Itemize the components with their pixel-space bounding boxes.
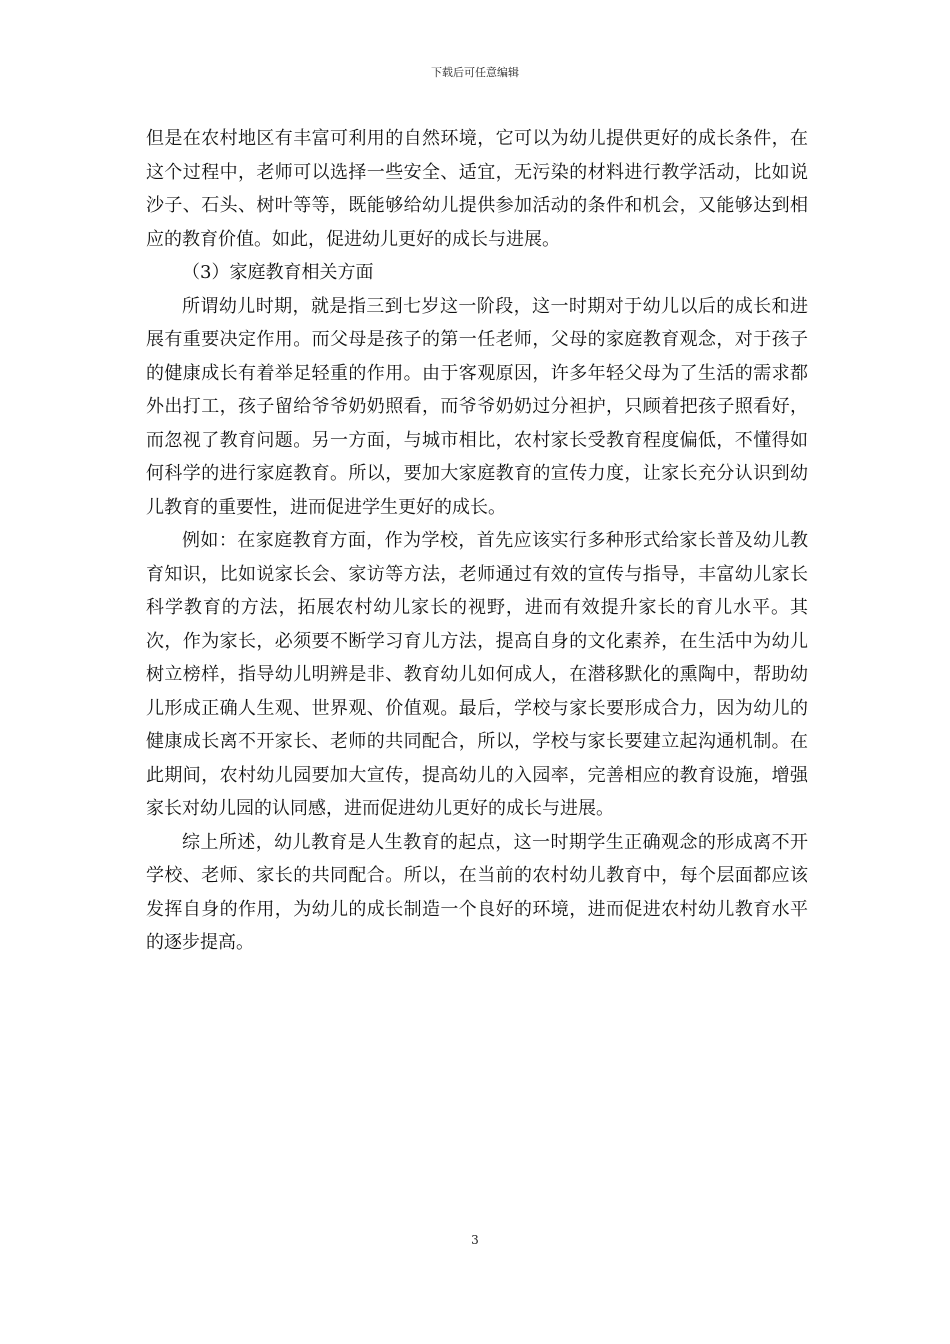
section-heading-family-education: （3）家庭教育相关方面 bbox=[182, 262, 374, 283]
paragraph-conclusion: 综上所述，幼儿教育是人生教育的起点，这一时期学生正确观念的形成离不开学校、老师、家长的共同配合。所以，在当前的农村幼儿教育中，每个层面都应该发挥自身的作用，为幼儿的成长制造一个良好的环境，进而促进农村幼儿教育水平的逐步提高。 bbox=[146, 831, 808, 953]
paragraph-natural-environment: 但是在农村地区有丰富可利用的自然环境，它可以为幼儿提供更好的成长条件，在这个过程中，老师可以选择一些安全、适宜，无污染的材料进行教学活动，比如说沙子、石头、树叶等等，既能够给幼儿提供参加活动的条件和机会，又能够达到相应的教育价值。如此，促进幼儿更好的成长与进展。 bbox=[146, 128, 808, 250]
document-body bbox=[146, 122, 808, 960]
page-header: 下载后可任意编辑 bbox=[431, 66, 519, 79]
paragraph-example-family-education: 例如：在家庭教育方面，作为学校，首先应该实行多种形式给家长普及幼儿教育知识，比如说家长会、家访等方法，老师通过有效的宣传与指导，丰富幼儿家长科学教育的方法，拓展农村幼儿家长的视野，进而有效提升家长的育儿水平。其次，作为家长，必须要不断学习育儿方法，提高自身的文化素养，在生活中为幼儿树立榜样，指导幼儿明辨是非、教育幼儿如何成人，在潜移默化的熏陶中，帮助幼儿形成正确人生观、世界观、价值观。最后，学校与家长要形成合力，因为幼儿的健康成长离不开家长、老师的共同配合，所以，学校与家长要建立起沟通机制。在此期间，农村幼儿园要加大宣传，提高幼儿的入园率，完善相应的教育设施，增强家长对幼儿园的认同感，进而促进幼儿更好的成长与进展。 bbox=[146, 530, 808, 819]
paragraph-early-childhood-period: 所谓幼儿时期，就是指三到七岁这一阶段，这一时期对于幼儿以后的成长和进展有重要决定作用。而父母是孩子的第一任老师，父母的家庭教育观念，对于孩子的健康成长有着举足轻重的作用。由于客观原因，许多年轻父母为了生活的需求都外出打工，孩子留给爷爷奶奶照看，而爷爷奶奶过分袒护，只顾着把孩子照看好，而忽视了教育问题。另一方面，与城市相比，农村家长受教育程度偏低，不懂得如何科学的进行家庭教育。所以，要加大家庭教育的宣传力度，让家长充分认识到幼儿教育的重要性，进而促进学生更好的成长。 bbox=[146, 295, 808, 518]
page-number: 3 bbox=[471, 1233, 479, 1247]
